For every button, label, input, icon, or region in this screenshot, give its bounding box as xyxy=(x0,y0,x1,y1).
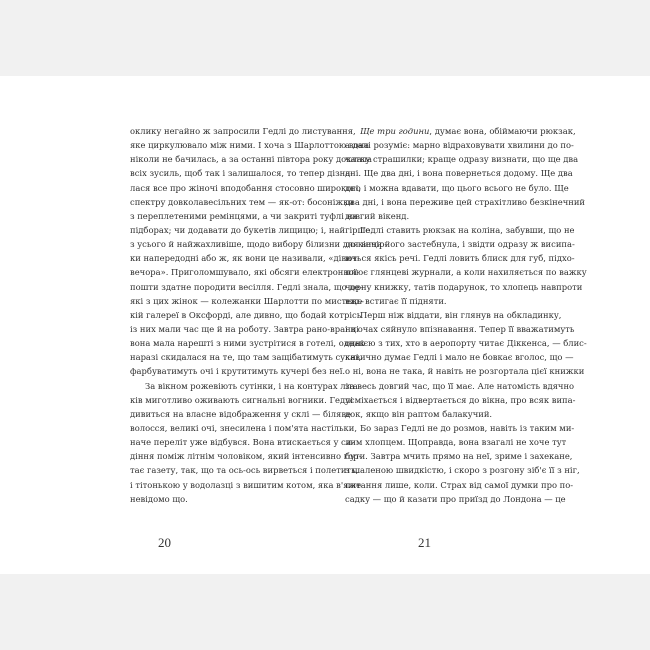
text-line: яке циркулювало між ними. І хоча з Шарлоттою вона xyxy=(130,140,370,151)
text-line xyxy=(345,124,576,138)
text-line: пошти здатне породити весілля. Гедлі знала, що де- xyxy=(130,281,363,292)
text-line: бути. Завтра мчить прямо на неї, зриме і захекане, xyxy=(345,451,573,462)
text-line: чатку страшилки; краще одразу визнати, що ще два xyxy=(345,154,579,165)
text-line: лим хлопцем. Щоправда, вона взагалі не хоче тут xyxy=(345,437,567,448)
text-line: довгий вікенд. xyxy=(345,210,410,221)
text-line: ються якісь речі. Гедлі ловить блиск для губ, підхо- xyxy=(345,253,575,264)
text-line: ків миготливо оживають сигнальні вогники. Гедлі xyxy=(130,394,354,405)
text-line: за весь довгий час, що її має. Але натомість вдячно xyxy=(345,380,575,391)
text-line: спектру довколавесільних тем — як-от: босоніжки xyxy=(130,196,354,207)
text-line: з шаленою швидкістю, і скоро з розгону зіб'є її з ніг, xyxy=(345,465,580,476)
text-line: оклику негайно ж запросили Гедлі до листування, xyxy=(130,126,356,136)
right-page-text xyxy=(345,124,587,506)
text-line: тає газету, так, що та ось-ось вирветься і полетить, xyxy=(130,465,359,476)
text-line: діння поміж літнім чоловіком, який інтенсивно гор- xyxy=(130,451,362,462)
text-line: кій галереї в Оксфорді, але дивно, що бодай котрісь xyxy=(130,309,362,320)
text-line: кавично думає Гедлі і мало не бовкає вголос, що — xyxy=(345,352,574,363)
text-line: які з цих жінок — колежанки Шарлотти по мистець- xyxy=(130,295,364,306)
text-line: невідомо що. xyxy=(130,493,188,504)
text-line: волосся, великі очі, знесилена і пом'ята настільки, xyxy=(130,422,358,433)
text-line: Гедлі ставить рюкзак на коліна, забувши, що не xyxy=(360,224,575,235)
text-line: дні. Ще два дні, і вона повернеться додому. Ще два xyxy=(345,168,573,179)
text-line: вже встигає її підняти. xyxy=(345,295,447,306)
text-line: наче переліт уже відбувся. Вона втискається у си- xyxy=(130,437,355,448)
text-line: всіх зусиль, щоб так і залишалося, то тепер дізна- xyxy=(130,168,354,179)
text-line: вона мала нарешті з ними зустрітися в готелі, однак xyxy=(130,338,365,349)
text-line: однією з тих, хто в аеропорту читає Діккенса, — блис- xyxy=(345,338,587,349)
text-line: два дні, і вона переживе цей страхітливо безкінечний xyxy=(345,196,586,207)
italic-phrase: Ще три години xyxy=(360,126,430,136)
text-line: чорну книжку, татів подарунок, то хлопець навпроти xyxy=(345,281,583,292)
text-line: Бо зараз Гедлі не до розмов, навіть із таким ми- xyxy=(360,422,575,433)
text-line: питання лише, коли. Страх від самої думки про по- xyxy=(345,479,574,490)
text-line: о ні, вона не така, й навіть не розгортала цієї книжки xyxy=(345,366,585,377)
text-line: з усього й найжахливіше, щодо вибору білизни для вечір- xyxy=(130,239,388,250)
text-line: і в очах сяйнуло впізнавання. Тепер її вважатимуть xyxy=(345,323,575,334)
text-line: садку — що й казати про приїзд до Лондона — це xyxy=(345,493,566,504)
text-line: до кінця його застебнула, і звідти одразу ж висипа- xyxy=(345,239,575,250)
text-line: а далі розуміє: марно відраховувати хвилини до по- xyxy=(345,140,574,151)
text-line: із них мали час ще й на роботу. Завтра рано-вранці xyxy=(130,323,359,334)
page-number-right: 21 xyxy=(418,535,431,550)
text-line: ніколи не бачилась, а за останні півтора року доклала xyxy=(130,154,373,165)
text-line: фарбуватимуть очі і крутитимуть кучері без неї. xyxy=(130,366,346,377)
text-line: ки напередодні або ж, як вони це називали, «дівич- xyxy=(130,253,361,264)
text-line: наразі скидалася на те, що там защібатимуть сукні, xyxy=(130,352,362,363)
text-line: усміхається і відвертається до вікна, про всяк випа- xyxy=(345,394,576,405)
text-line: підборах; чи додавати до букетів лищицю; і, найгірше xyxy=(130,224,371,235)
text-line: дні, і можна вдавати, що цього всього не було. Ще xyxy=(345,182,569,193)
text-line: плює глянцеві журнали, а коли нахиляється по важку xyxy=(345,267,587,278)
text-line: За вікном рожевіють сутінки, і на контурах літа- xyxy=(145,380,361,391)
text-line: лася все про жіночі вподобання стосовно широкого xyxy=(130,182,361,193)
text-line: з переплетеними ремінцями, а чи закриті туфлі на xyxy=(130,210,358,221)
text-line: і тітонькою у водолазці з вишитим котом, яка в'яже xyxy=(130,479,362,490)
page-number-left: 20 xyxy=(158,535,171,550)
text-line: вечора». Приголомшувало, які обсяги електронної xyxy=(130,267,357,278)
line-rest: , думає вона, обіймаючи рюкзак, xyxy=(429,126,576,136)
text-line: дивиться на власне відображення у склі — біляве xyxy=(130,408,351,419)
text-line: Перш ніж віддати, він глянув на обкладинку, xyxy=(360,309,562,320)
text-line: док, якщо він раптом балакучий. xyxy=(345,408,493,419)
